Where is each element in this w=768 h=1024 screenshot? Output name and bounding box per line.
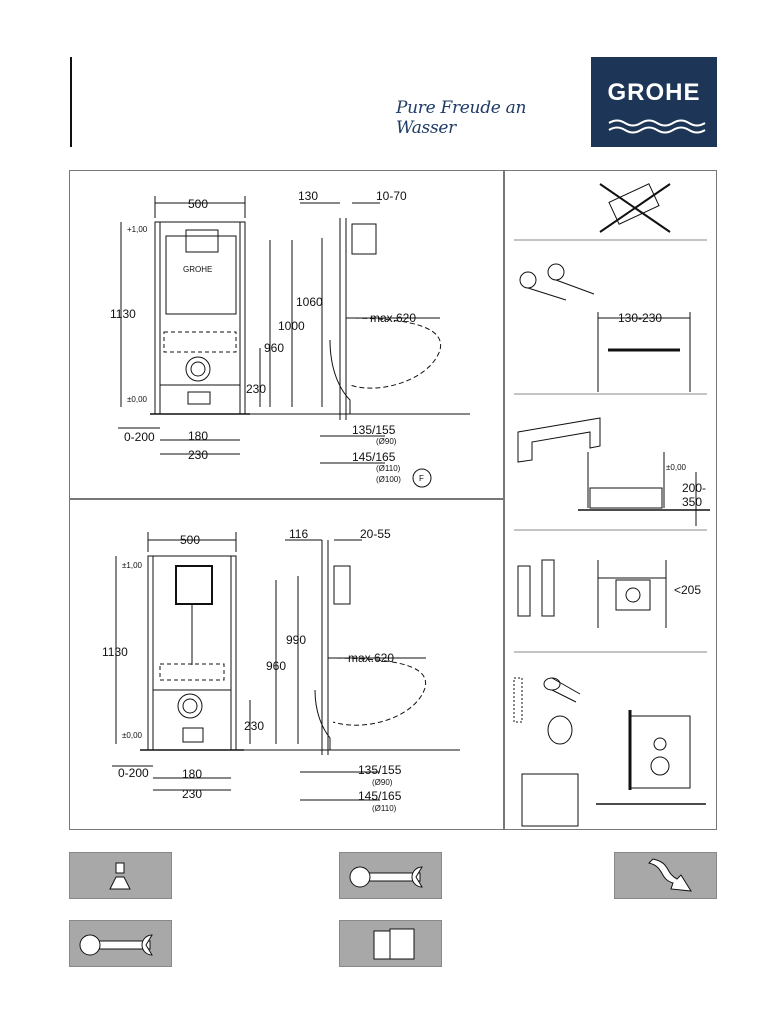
- bottom-p135-sub: (Ø90): [372, 778, 393, 787]
- side-h350: 350: [682, 495, 703, 509]
- accessories-icon: [514, 678, 706, 826]
- top-frame-logo: GROHE: [183, 265, 213, 274]
- bottom-h990: 990: [286, 633, 307, 647]
- bottom-d180: 180: [182, 767, 203, 781]
- anchor-range-label: 130-230: [618, 311, 663, 325]
- top-d180: 180: [188, 429, 209, 443]
- top-d230: 230: [188, 448, 209, 462]
- bottom-d230: 230: [182, 787, 203, 801]
- bottom-h960: 960: [266, 659, 287, 673]
- top-max620: max.620: [370, 311, 417, 325]
- side-lt205: <205: [674, 583, 702, 597]
- tagline: Pure Freude an Wasser: [396, 98, 527, 138]
- top-h230: 230: [246, 382, 267, 396]
- wall-brackets-icon: [518, 560, 666, 628]
- bottom-depth-label: 116: [289, 527, 309, 541]
- arrow-button[interactable]: [614, 852, 717, 899]
- top-zero-label: ±0,00: [127, 395, 147, 404]
- top-flag: F: [419, 474, 424, 483]
- bottom-max620: max.620: [348, 651, 395, 665]
- bottom-zero-label: ±0,00: [122, 731, 142, 740]
- bottom-p135: 135/155: [358, 763, 402, 777]
- top-r0200: 0-200: [124, 430, 155, 444]
- top-p145-sub2: (Ø100): [376, 475, 401, 484]
- bottom-range-label: 20-55: [360, 527, 391, 541]
- top-p135-sub: (Ø90): [376, 437, 397, 446]
- top-range-label: 10-70: [376, 189, 407, 203]
- top-h1060: 1060: [296, 295, 323, 309]
- wrench-icon: [70, 921, 173, 968]
- top-width-label: 500: [188, 197, 209, 211]
- bottom-p145: 145/165: [358, 789, 402, 803]
- bottom-tol-label: ±1,00: [122, 561, 142, 570]
- top-h1000: 1000: [278, 319, 305, 333]
- flush-plate-button[interactable]: [339, 920, 442, 967]
- bottom-h1130: 1130: [102, 645, 128, 659]
- wrench-button-2[interactable]: [69, 920, 172, 967]
- bottom-r0200: 0-200: [118, 766, 149, 780]
- top-h960: 960: [264, 341, 285, 355]
- top-p145-sub1: (Ø110): [376, 464, 401, 473]
- no-box-icon: [600, 184, 670, 232]
- info-icon: [70, 853, 173, 900]
- info-button[interactable]: [69, 852, 172, 899]
- side-h200: 200-: [682, 481, 707, 495]
- bottom-p145-sub: (Ø110): [372, 804, 397, 813]
- logo-text: GROHE: [607, 79, 701, 106]
- side-tol-label: ±0,00: [666, 463, 686, 472]
- wrench-icon: [340, 853, 443, 900]
- top-p135: 135/155: [352, 423, 396, 437]
- top-p145: 145/165: [352, 450, 396, 464]
- top-depth-label: 130: [298, 189, 319, 203]
- top-h1130: 1130: [110, 307, 136, 321]
- top-tol-label: +1,00: [127, 225, 148, 234]
- anchor-bolts-icon: [520, 264, 690, 392]
- wrench-button-1[interactable]: [339, 852, 442, 899]
- arrow-icon: [615, 853, 718, 900]
- bottom-width-label: 500: [180, 533, 201, 547]
- bottom-h230: 230: [244, 719, 265, 733]
- flush-plate-icon: [340, 921, 443, 968]
- bracket-icon: [518, 418, 710, 526]
